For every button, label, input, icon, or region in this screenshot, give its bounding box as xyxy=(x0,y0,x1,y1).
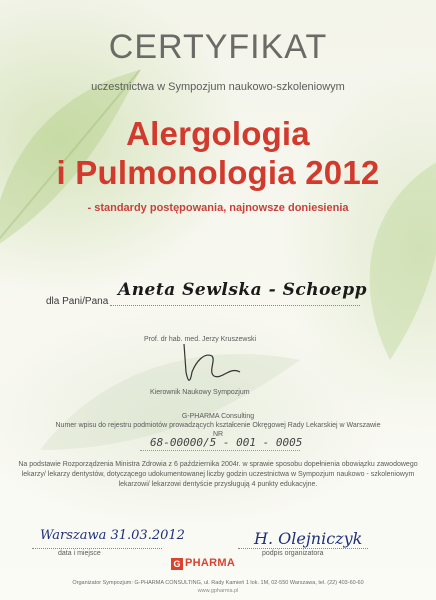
logo-mark: G xyxy=(171,558,183,570)
logo-text: PHARMA xyxy=(185,557,236,569)
event-title-line1: Alergologia xyxy=(126,115,310,152)
recipient-label: dla Pani/Pana xyxy=(46,296,109,307)
registry-nr-label: NR xyxy=(212,431,224,438)
regulation-line2: lekarzy/ lekarzy dentystów, dotyczącego udokumentowanej liczby godzin uczestnictwa w Sympozjum naukowo - szkoleniowym xyxy=(21,471,415,478)
signature-caption: podpis organizatora xyxy=(262,550,324,557)
registry-nr-line xyxy=(140,450,300,451)
professor-name: Prof. dr hab. med. Jerzy Kruszewski xyxy=(144,336,257,343)
leaf-decoration-bottom xyxy=(40,330,303,470)
event-title-line2: i Pulmonologia 2012 xyxy=(56,154,380,191)
certificate-title: CERTYFIKAT xyxy=(108,28,328,66)
gpharma-logo xyxy=(171,556,243,572)
signature-line xyxy=(238,548,368,549)
professor-role: Kierownik Naukowy Sympozjum xyxy=(150,389,250,396)
registry-nr-value: 68-00000/5 - 001 - 0005 xyxy=(150,436,303,449)
professor-signature xyxy=(178,342,248,388)
date-line xyxy=(32,548,162,549)
certificate-subtitle: uczestnictwa w Sympozjum naukowo-szkoleniowym xyxy=(91,81,345,93)
organizer-name: G-PHARMA Consulting xyxy=(181,413,255,420)
recipient-name: Aneta Sewlska - Schoepp xyxy=(118,280,368,300)
regulation-line1: Na podstawie Rozporządzenia Ministra Zdrowia z 6 października 2004r. w sprawie sposobu dopełnienia obowiązku zawodowego xyxy=(18,461,418,468)
regulation-line3: lekarzowi/ lekarzowi dentyście przysługują 4 punkty edukacyjne. xyxy=(118,481,318,488)
footer-address: Organizator Sympozjum: G-PHARMA CONSULTING, ul. Rady Kamień 1 lok. 1M, 02-550 Warszawa, tel. (22) 403-60-60 xyxy=(72,580,364,586)
recipient-underline xyxy=(110,305,360,306)
date-place-handwritten: Warszawa 31.03.2012 xyxy=(40,528,185,543)
registry-text: Numer wpisu do rejestru podmiotów prowadzących kształcenie Okręgowej Rady Lekarskiej w Warszawie xyxy=(55,422,381,429)
footer-website: www.gpharma.pl xyxy=(197,588,239,594)
organizer-signature: H. Olejniczyk xyxy=(254,529,363,548)
date-caption: data i miejsce xyxy=(58,550,101,557)
event-tagline: - standardy postępowania, najnowsze doniesienia xyxy=(87,202,349,214)
